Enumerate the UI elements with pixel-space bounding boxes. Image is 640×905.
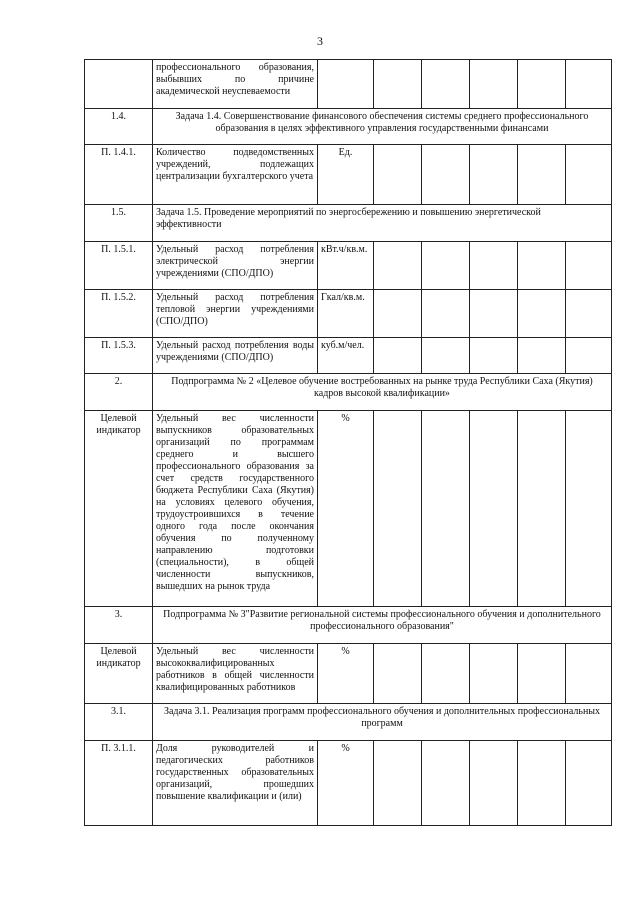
task-title: Задача 3.1. Реализация программ профессионального обучения и дополнительных профессиональных программ — [153, 704, 612, 741]
value-cell — [374, 290, 422, 338]
table-row — [85, 242, 612, 290]
unit-cell: кВт.ч/кв.м. — [318, 242, 374, 290]
value-cell — [566, 644, 612, 704]
value-cell — [470, 242, 518, 290]
value-cell — [470, 411, 518, 607]
value-cell — [422, 290, 470, 338]
indicator-name: Удельный расход потребления воды учреждениями (СПО/ДПО) — [153, 338, 318, 374]
value-cell — [422, 60, 470, 109]
subprogram-row — [85, 607, 612, 644]
value-cell — [470, 741, 518, 826]
row-number: П. 1.5.2. — [85, 290, 153, 338]
row-number: П. 1.5.1. — [85, 242, 153, 290]
value-cell — [566, 145, 612, 205]
value-cell — [422, 411, 470, 607]
row-number: П. 3.1.1. — [85, 741, 153, 826]
indicator-name: Удельный вес численности высококвалифицированных работников в общей численности квалифицированных работников — [153, 644, 318, 704]
value-cell — [566, 290, 612, 338]
unit-cell: % — [318, 644, 374, 704]
table-row — [85, 290, 612, 338]
subprogram-title: Подпрограмма № 3"Развитие региональной системы профессионального обучения и дополнительного профессионального образования" — [153, 607, 612, 644]
value-cell — [422, 741, 470, 826]
value-cell — [374, 242, 422, 290]
indicator-name: Удельный расход потребления тепловой энергии учреждениями (СПО/ДПО) — [153, 290, 318, 338]
row-number: 1.5. — [85, 205, 153, 242]
value-cell — [518, 290, 566, 338]
row-number: 3. — [85, 607, 153, 644]
task-row — [85, 109, 612, 145]
table-row — [85, 644, 612, 704]
row-number: 2. — [85, 374, 153, 411]
value-cell — [422, 145, 470, 205]
task-row — [85, 205, 612, 242]
unit-cell: Гкал/кв.м. — [318, 290, 374, 338]
value-cell — [518, 411, 566, 607]
unit-cell: Ед. — [318, 145, 374, 205]
indicator-name: Количество подведомственных учреждений, подлежащих централизации бухгалтерского учета — [153, 145, 318, 205]
value-cell — [518, 145, 566, 205]
value-cell — [518, 741, 566, 826]
row-number: П. 1.4.1. — [85, 145, 153, 205]
value-cell — [374, 60, 422, 109]
value-cell — [374, 338, 422, 374]
row-number: 3.1. — [85, 704, 153, 741]
unit-cell: куб.м/чел. — [318, 338, 374, 374]
value-cell — [374, 145, 422, 205]
row-number: Целевой индикатор — [85, 411, 153, 607]
value-cell — [374, 411, 422, 607]
page-number: 3 — [317, 34, 323, 48]
indicator-name: Удельный вес численности выпускников образовательных организаций по программам среднего и высшего профессионального образования за счет средств государственного бюджета Республики Саха (Якутия) на условиях целевого обучения, трудоустроившихся в течение одного года после окончания обучения по полученному направлению подготовки (специальности), в общей численности выпускников, вышедших на рынок труда — [153, 411, 318, 607]
value-cell — [518, 242, 566, 290]
value-cell — [374, 644, 422, 704]
subprogram-title: Подпрограмма № 2 «Целевое обучение востребованных на рынке труда Республики Саха (Якутия) кадров высокой квалификации» — [153, 374, 612, 411]
value-cell — [470, 145, 518, 205]
indicators-table — [84, 59, 612, 826]
value-cell — [422, 242, 470, 290]
value-cell — [518, 60, 566, 109]
value-cell — [566, 338, 612, 374]
table-row — [85, 411, 612, 607]
table-row — [85, 60, 612, 109]
indicator-name: профессионального образования, выбывших по причине академической неуспеваемости — [153, 60, 318, 109]
value-cell — [566, 741, 612, 826]
value-cell — [374, 741, 422, 826]
value-cell — [470, 338, 518, 374]
value-cell — [566, 242, 612, 290]
row-number — [85, 60, 153, 109]
unit-cell — [318, 60, 374, 109]
subprogram-row — [85, 374, 612, 411]
table-row — [85, 338, 612, 374]
value-cell — [470, 644, 518, 704]
task-title: Задача 1.4. Совершенствование финансового обеспечения системы среднего профессионального образования в целях эффективного управления государственными финансами — [153, 109, 612, 145]
indicator-name: Удельный расход потребления электрической энергии учреждениями (СПО/ДПО) — [153, 242, 318, 290]
row-number: Целевой индикатор — [85, 644, 153, 704]
value-cell — [470, 60, 518, 109]
value-cell — [566, 60, 612, 109]
task-row — [85, 704, 612, 741]
table-row — [85, 145, 612, 205]
value-cell — [422, 644, 470, 704]
value-cell — [470, 290, 518, 338]
value-cell — [566, 411, 612, 607]
row-number: 1.4. — [85, 109, 153, 145]
value-cell — [422, 338, 470, 374]
unit-cell: % — [318, 411, 374, 607]
indicator-name: Доля руководителей и педагогических работников государственных образовательных организаций, прошедших повышение квалификации и (или) — [153, 741, 318, 826]
value-cell — [518, 644, 566, 704]
table-row — [85, 741, 612, 826]
task-title: Задача 1.5. Проведение мероприятий по энергосбережению и повышению энергетической эффективности — [153, 205, 612, 242]
value-cell — [518, 338, 566, 374]
unit-cell: % — [318, 741, 374, 826]
row-number: П. 1.5.3. — [85, 338, 153, 374]
